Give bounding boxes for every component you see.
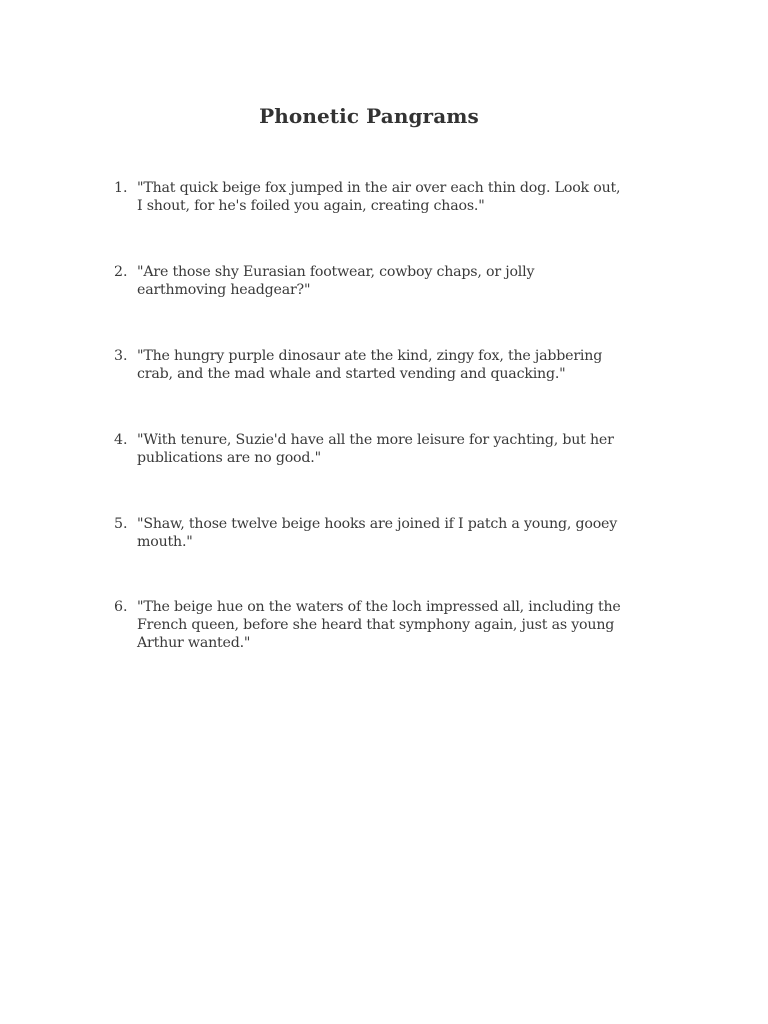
list-item-text: "Are those shy Eurasian footwear, cowboy chaps, or jolly earthmoving headgear?" (137, 264, 535, 298)
list-item-text: "That quick beige fox jumped in the air over each thin dog. Look out, I shout, for he's foiled you again, creating chaos." (137, 180, 621, 214)
list-item-number: 2. (114, 264, 128, 280)
list-item-text: "The hungry purple dinosaur ate the kind, zingy fox, the jabbering crab, and the mad whale and started vending and quacking." (137, 348, 603, 382)
list-item-number: 3. (114, 348, 128, 364)
list-item-text: "The beige hue on the waters of the loch impressed all, including the French queen, before she heard that symphony again, just as young Arthur wanted." (137, 599, 621, 651)
list-item-number: 1. (114, 180, 128, 196)
list-item-text: "With tenure, Suzie'd have all the more leisure for yachting, but her publications are no good." (137, 432, 614, 466)
document-title: Phonetic Pangrams (259, 104, 479, 128)
list-item-number: 5. (114, 516, 128, 532)
list-item-number: 4. (114, 432, 128, 448)
list-item-number: 6. (114, 599, 128, 615)
list-item-text: "Shaw, those twelve beige hooks are joined if I patch a young, gooey mouth." (137, 516, 618, 550)
